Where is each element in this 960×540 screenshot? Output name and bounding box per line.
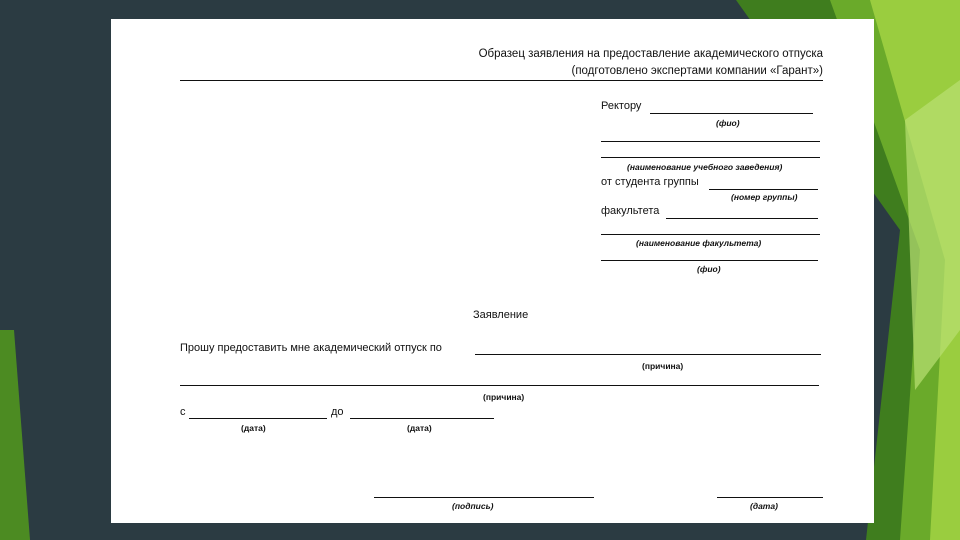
signature-line[interactable] [374,497,594,498]
faculty-line-1[interactable] [666,218,818,219]
caption-signature: (подпись) [452,501,494,511]
request-text: Прошу предоставить мне академический отпуск по [180,342,442,354]
caption-group: (номер группы) [731,192,798,202]
caption-fio-2: (фио) [697,264,721,274]
caption-reason-2: (причина) [483,392,525,402]
faculty-line-2[interactable] [601,234,820,235]
to-label: до [331,406,344,418]
to-rector-label: Ректору [601,100,642,112]
reason-line-2[interactable] [180,385,819,386]
header-underline [180,80,823,81]
caption-institution: (наименование учебного заведения) [627,162,783,172]
from-student-label: от студента группы [601,176,699,188]
header-title: Образец заявления на предоставление академического отпуска [478,48,823,60]
start-date-line[interactable] [189,418,327,419]
caption-date-2: (дата) [407,423,432,433]
student-name-line[interactable] [601,260,818,261]
left-green-stripe [0,330,30,540]
caption-date-1: (дата) [241,423,266,433]
document-title: Заявление [473,309,529,321]
end-date-line[interactable] [350,418,494,419]
rector-name-line[interactable] [650,113,813,114]
reason-line-1[interactable] [475,354,821,355]
header-subtitle: (подготовлено экспертами компании «Гарант») [571,65,823,77]
faculty-label: факультета [601,205,660,217]
caption-reason-1: (причина) [642,361,684,371]
application-document [111,19,874,523]
signature-date-line[interactable] [717,497,823,498]
from-label: с [180,406,186,418]
institution-line-1[interactable] [601,141,820,142]
caption-date-3: (дата) [750,501,778,511]
caption-fio: (фио) [716,118,740,128]
institution-line-2[interactable] [601,157,820,158]
caption-faculty: (наименование факультета) [636,238,762,248]
group-number-line[interactable] [709,189,818,190]
